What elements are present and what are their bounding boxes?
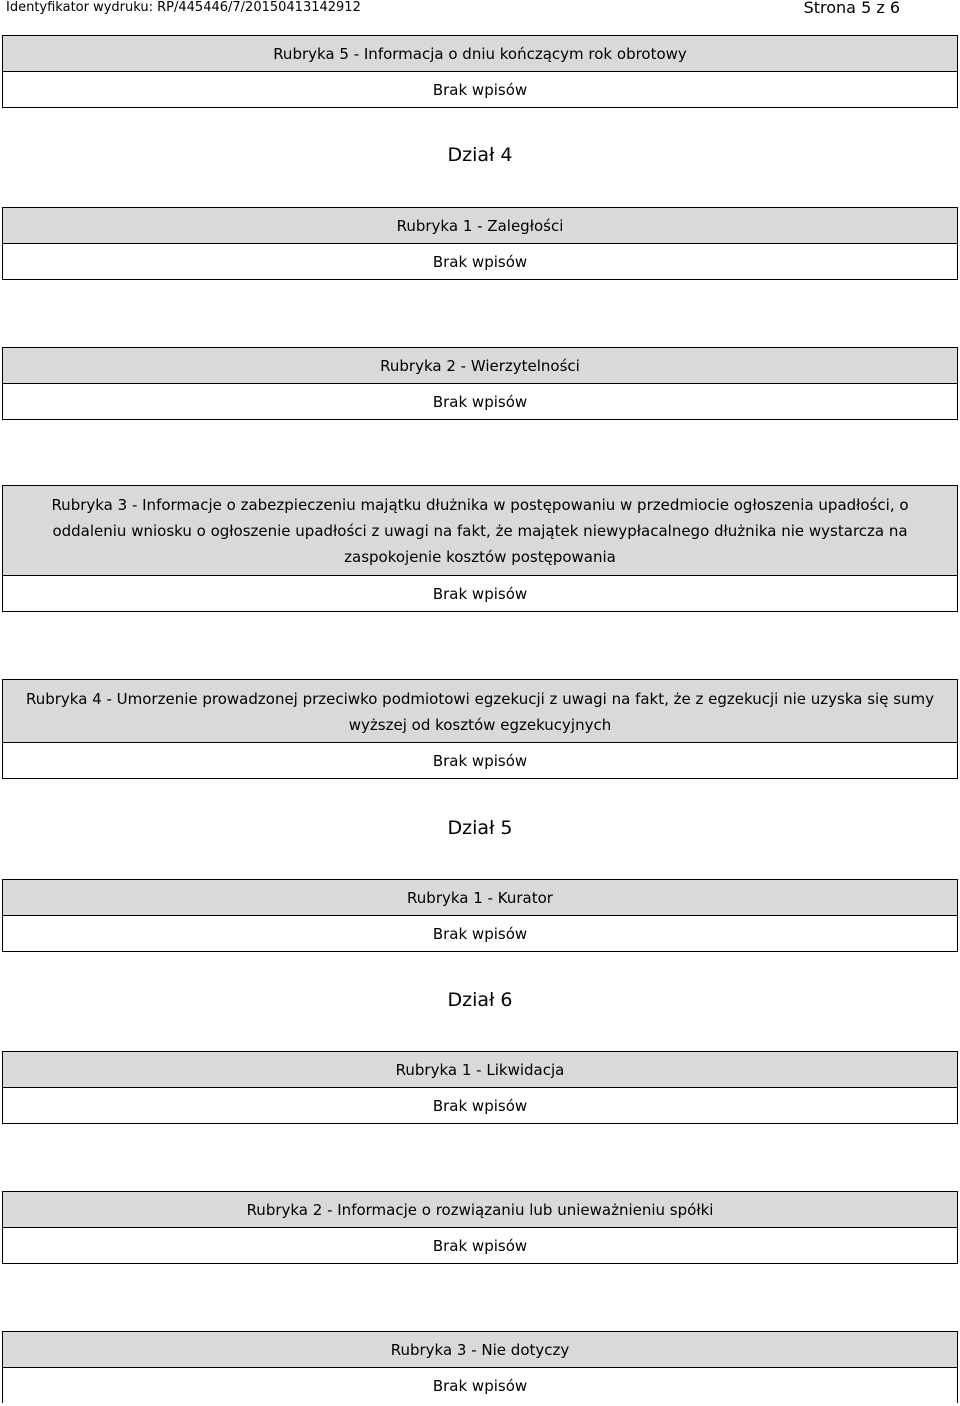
section-title: Rubryka 4 - Umorzenie prowadzonej przeciwko podmiotowi egzekucji z uwagi na fakt, że z egzekucji nie uzyska się sumy wyższej od kosztów egzekucyjnych [3,680,957,743]
dzial-4-heading: Dział 4 [447,144,513,166]
section-d6-rubryka1 [2,1051,958,1124]
section-d3-rubryka5 [2,35,958,108]
section-d4-rubryka2 [2,347,958,420]
section-value: Brak wpisów [432,253,528,271]
section-title: Rubryka 1 - Kurator [3,880,957,916]
section-title: Rubryka 1 - Zaległości [3,208,957,244]
section-title: Rubryka 3 - Nie dotyczy [3,1332,957,1368]
section-value: Brak wpisów [432,1377,528,1395]
section-d4-rubryka4 [2,679,958,779]
section-title: Rubryka 3 - Informacje o zabezpieczeniu majątku dłużnika w postępowaniu w przedmiocie ogłoszenia upadłości, o oddaleniu wniosku o ogłoszenie upadłości z uwagi na fakt, że majątek niewypłacalnego dłużnika nie wystarcza na zaspokojenie kosztów postępowania [3,486,957,576]
section-title: Rubryka 2 - Wierzytelności [3,348,957,384]
section-d4-rubryka3 [2,485,958,612]
section-value: Brak wpisów [432,81,528,99]
page-number: Strona 5 z 6 [803,0,900,17]
section-d6-rubryka3 [2,1331,958,1403]
dzial-5-heading: Dział 5 [447,817,513,839]
section-title: Rubryka 5 - Informacja o dniu kończącym rok obrotowy [3,36,957,72]
section-title: Rubryka 1 - Likwidacja [3,1052,957,1088]
section-d6-rubryka2 [2,1191,958,1264]
section-value: Brak wpisów [432,1237,528,1255]
section-value: Brak wpisów [432,925,528,943]
section-value: Brak wpisów [432,393,528,411]
section-title: Rubryka 2 - Informacje o rozwiązaniu lub unieważnieniu spółki [3,1192,957,1228]
dzial-6-heading: Dział 6 [447,989,513,1011]
section-value: Brak wpisów [432,1097,528,1115]
section-value: Brak wpisów [432,752,528,770]
section-d5-rubryka1 [2,879,958,952]
section-value: Brak wpisów [432,585,528,603]
section-d4-rubryka1 [2,207,958,280]
print-identifier: Identyfikator wydruku: RP/445446/7/20150413142912 [6,0,361,15]
